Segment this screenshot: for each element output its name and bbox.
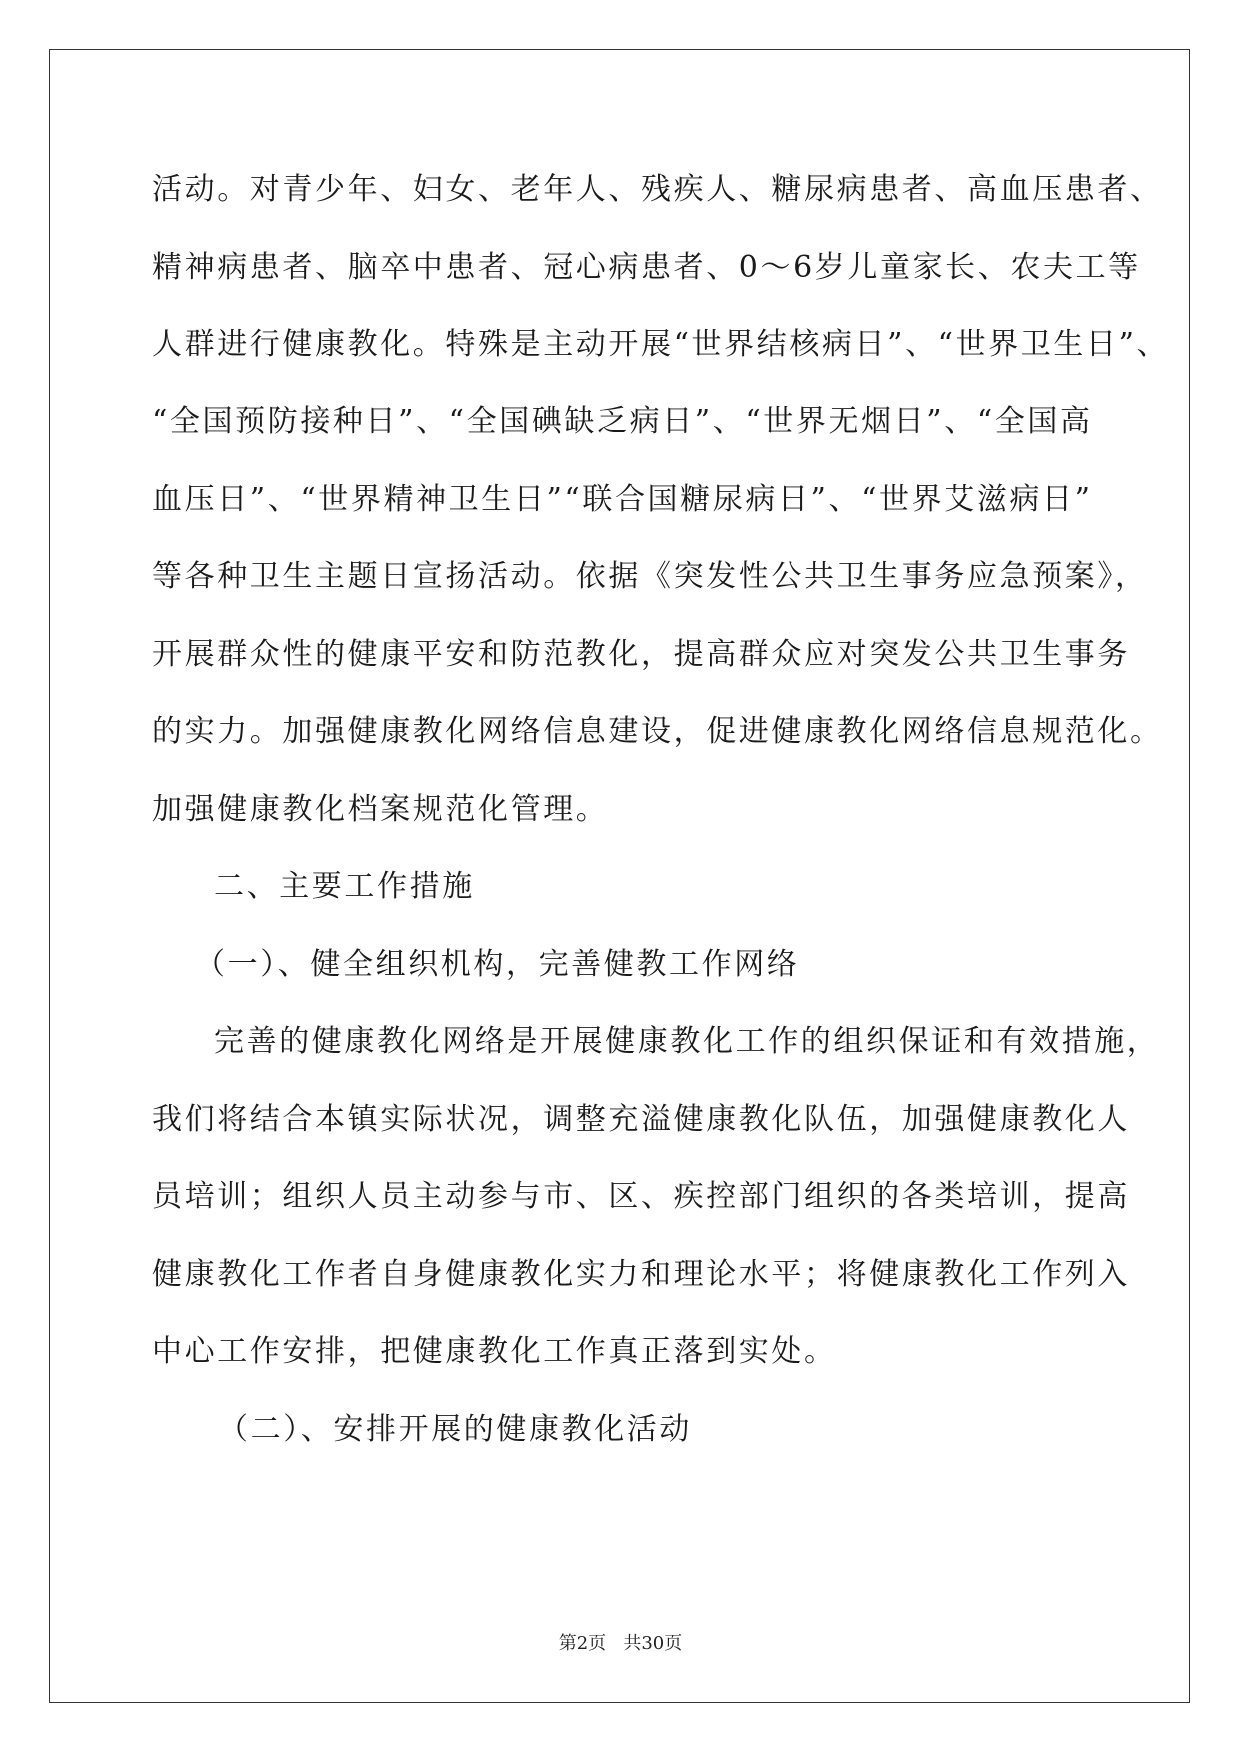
para2-line-3: 员培训；组织人员主动参与市、区、疾控部门组织的各类培训，提高 [152, 1179, 1130, 1214]
para2-line-4: 健康教化工作者自身健康教化实力和理论水平；将健康教化工作列入 [152, 1257, 1130, 1292]
body-line-9: 加强健康教化档案规范化管理。 [152, 792, 609, 827]
para2-line-1: 完善的健康教化网络是开展健康教化工作的组织保证和有效措施， [214, 1024, 1160, 1059]
page-number-footer: 第2页 共30页 [558, 1633, 683, 1654]
body-line-6: 等各种卫生主题日宣扬活动。依据《突发性公共卫生事务应急预案》， [152, 559, 1148, 594]
body-line-5: 血压日”、“世界精神卫生日”“联合国糖尿病日”、“世界艾滋病日” [152, 482, 1093, 517]
body-line-8: 的实力。加强健康教化网络信息建设，促进健康教化网络信息规范化。 [152, 714, 1163, 749]
body-line-2: 精神病患者、脑卒中患者、冠心病患者、0～6岁儿童家长、农夫工等 [152, 250, 1141, 285]
subsection-heading-1: （一）、健全组织机构，完善健教工作网络 [195, 947, 800, 982]
para2-line-2: 我们将结合本镇实际状况，调整充溢健康教化队伍，加强健康教化人 [152, 1102, 1130, 1137]
section-heading: 二、主要工作措施 [214, 869, 475, 904]
body-line-7: 开展群众性的健康平安和防范教化，提高群众应对突发公共卫生事务 [152, 637, 1130, 672]
body-line-4: “全国预防接种日”、“全国碘缺乏病日”、“世界无烟日”、“全国高 [152, 404, 1093, 439]
para2-line-5: 中心工作安排，把健康教化工作真正落到实处。 [152, 1334, 837, 1369]
body-line-3: 人群进行健康教化。特殊是主动开展“世界结核病日”、“世界卫生日”、 [152, 327, 1170, 362]
body-line-1: 活动。对青少年、妇女、老年人、残疾人、糖尿病患者、高血压患者、 [152, 172, 1163, 207]
subsection-heading-2: （二）、安排开展的健康教化活动 [218, 1412, 692, 1447]
